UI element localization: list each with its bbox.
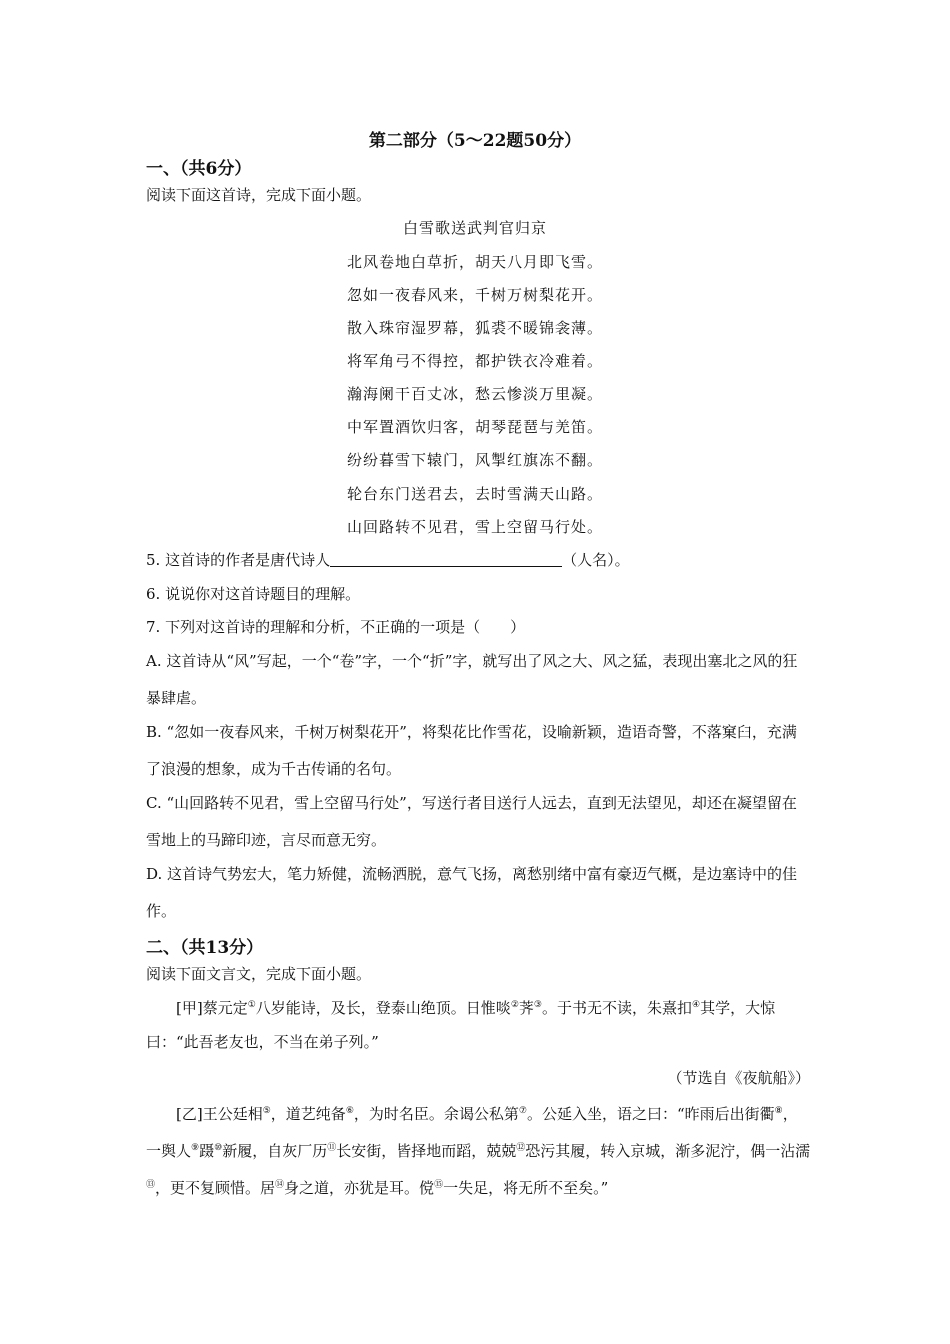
footnote-mark: ⑬ (146, 1180, 156, 1190)
poem-line: 将军角弓不得控，都护铁衣冷难着。 (346, 352, 603, 370)
poem-line: 山回路转不见君，雪上空留马行处。 (346, 518, 603, 536)
footnote-mark: ⑪ (327, 1143, 337, 1153)
part-title: 第二部分（5～22题50分） (368, 131, 582, 151)
footnote-mark: ⑧ (774, 1106, 783, 1116)
option-d: D. 这首诗气势宏大，笔力矫健，流畅洒脱，意气飞扬，离愁别绪中富有豪迈气概，是边塞诗中的佳作。 (146, 865, 798, 920)
section1-heading: 一、（共6分） (146, 159, 252, 179)
section2-instruction: 阅读下面文言文，完成下面小题。 (146, 965, 372, 983)
footnote-mark: ⑦ (518, 1106, 527, 1116)
footnote-mark: ⑮ (434, 1180, 444, 1190)
footnote-mark: ⑨ (191, 1143, 200, 1153)
footnote-mark: ⑩ (214, 1143, 223, 1153)
question-7: 7. 下列对这首诗的理解和分析，不正确的一项是（ ） (146, 618, 526, 636)
question-5-suffix: （人名）。 (562, 551, 630, 569)
section2-heading: 二、（共13分） (146, 938, 264, 958)
option-c: C. “山回路转不见君，雪上空留马行处”，写送行者目送行人远去，直到无法望见，却还在凝望留在雪地上的马蹄印迹，言尽而意无穷。 (146, 794, 797, 849)
footnote-mark: ① (247, 1000, 256, 1010)
passage-jia: [甲]蔡元定①八岁能诗，及长，登泰山绝顶。日惟啖②荠③。于书无不读，朱熹扣④其学，大惊曰：“此吾老友也，不当在弟子列。” (146, 999, 776, 1051)
footnote-mark: ⑫ (516, 1143, 526, 1153)
passage-yi: [乙]王公廷相⑤，道艺纯备⑥，为时名臣。余谒公私第⑦。公延入坐，语之曰：“昨雨后出街衢⑧，一舆人⑨蹑⑩新履，自灰厂历⑪长安街，皆择地而蹈，兢兢⑫恐污其履，转入京城，渐多泥泞，偶一沾濡⑬，更不复顾惜。居⑭身之道，亦犹是耳。傥⑮一失足，将无所不至矣。” (146, 1105, 811, 1197)
section1-instruction: 阅读下面这首诗，完成下面小题。 (146, 186, 372, 204)
question-6: 6. 说说你对这首诗题目的理解。 (146, 585, 361, 603)
poem-line: 散入珠帘湿罗幕，狐裘不暖锦衾薄。 (346, 319, 603, 337)
footnote-mark: ④ (692, 1000, 701, 1010)
poem-line: 忽如一夜春风来，千树万树梨花开。 (346, 286, 603, 304)
footnote-mark: ⑥ (345, 1106, 354, 1116)
option-a: A. 这首诗从“风”写起，一个“卷”字，一个“折”字，就写出了风之大、风之猛，表现出塞北之风的狂暴肆虐。 (146, 652, 798, 707)
option-b: B. “忽如一夜春风来，千树万树梨花开”，将梨花比作雪花，设喻新颖，造语奇警，不落窠臼，充满了浪漫的想象，成为千古传诵的名句。 (146, 723, 797, 778)
footnote-mark: ⑭ (275, 1180, 285, 1190)
footnote-mark: ③ (533, 1000, 542, 1010)
question-5-text: 5. 这首诗的作者是唐代诗人 (146, 551, 331, 569)
poem-title: 白雪歌送武判官归京 (402, 219, 547, 237)
poem-line: 纷纷暮雪下辕门，风掣红旗冻不翻。 (346, 451, 603, 469)
poem-line: 瀚海阑干百丈冰，愁云惨淡万里凝。 (346, 385, 603, 403)
poem-line: 轮台东门送君去，去时雪满天山路。 (346, 485, 603, 503)
question-5 (146, 549, 630, 570)
poem-line: 中军置酒饮归客，胡琴琵琶与羌笛。 (346, 418, 603, 436)
passage-jia-source: （节选自《夜航船》） (667, 1069, 810, 1087)
answer-blank[interactable] (330, 550, 562, 567)
footnote-mark: ② (510, 1000, 519, 1010)
poem-line: 北风卷地白草折，胡天八月即飞雪。 (346, 253, 603, 271)
footnote-mark: ⑤ (262, 1106, 271, 1116)
